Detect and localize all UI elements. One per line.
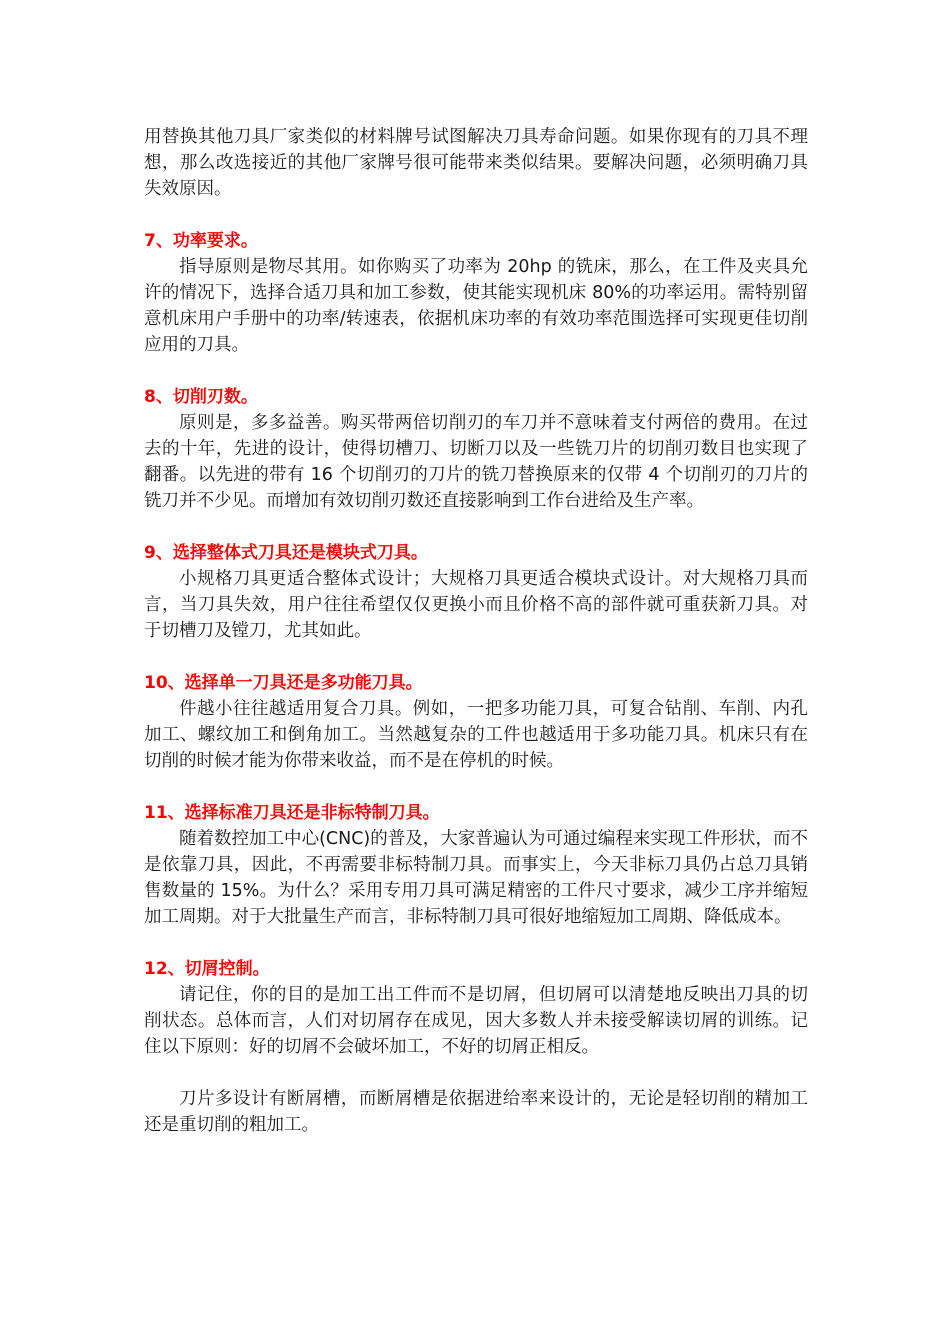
section-heading: 10、选择单一刀具还是多功能刀具。 (144, 673, 423, 693)
section-12 (144, 956, 808, 1060)
section-heading: 11、选择标准刀具还是非标特制刀具。 (144, 803, 440, 823)
section-body: 件越小往往越适用复合刀具。例如，一把多功能刀具，可复合钻削、车削、内孔加工、螺纹加工和倒角加工。当然越复杂的工件也越适用于多功能刀具。机床只有在切削的时候才能为你带来收益，而不是在停机的时候。 (144, 699, 808, 771)
section-heading: 7、功率要求。 (144, 231, 258, 251)
section-10 (144, 670, 808, 774)
closing-section (144, 1086, 808, 1138)
document-page (144, 124, 808, 1138)
section-body: 原则是，多多益善。购买带两倍切削刃的车刀并不意味着支付两倍的费用。在过去的十年，先进的设计，使得切槽刀、切断刀以及一些铣刀片的切削刃数目也实现了翻番。以先进的带有 16 个切削刃的刀片的铣刀替换原来的仅带 4 个切削刃的刀片的铣刀并不少见。而增加有效切削刃数还直接影响到工作台进给及生产率。 (144, 413, 808, 511)
section-9 (144, 540, 808, 644)
section-heading: 12、切屑控制。 (144, 959, 270, 979)
section-body: 随着数控加工中心(CNC)的普及，大家普遍认为可通过编程来实现工件形状，而不是依靠刀具，因此，不再需要非标特制刀具。而事实上，今天非标刀具仍占总刀具销售数量的 15%。为什么？采用专用刀具可满足精密的工件尺寸要求，减少工序并缩短加工周期。对于大批量生产而言，非标特制刀具可很好地缩短加工周期、降低成本。 (144, 829, 808, 927)
intro-paragraph: 用替换其他刀具厂家类似的材料牌号试图解决刀具寿命问题。如果你现有的刀具不理想，那么改选接近的其他厂家牌号很可能带来类似结果。要解决问题，必须明确刀具失效原因。 (144, 127, 808, 199)
section-body: 请记住，你的目的是加工出工件而不是切屑，但切屑可以清楚地反映出刀具的切削状态。总体而言，人们对切屑存在成见，因大多数人并未接受解读切屑的训练。记住以下原则：好的切屑不会破坏加工，不好的切屑正相反。 (144, 985, 808, 1057)
section-heading: 8、切削刃数。 (144, 387, 258, 407)
section-7 (144, 228, 808, 358)
section-8 (144, 384, 808, 514)
section-body: 小规格刀具更适合整体式设计；大规格刀具更适合模块式设计。对大规格刀具而言，当刀具失效，用户往往希望仅仅更换小而且价格不高的部件就可重获新刀具。对于切槽刀及镗刀，尤其如此。 (144, 569, 808, 641)
closing-paragraph: 刀片多设计有断屑槽，而断屑槽是依据进给率来设计的，无论是轻切削的精加工还是重切削的粗加工。 (144, 1089, 808, 1135)
section-11 (144, 800, 808, 930)
section-body: 指导原则是物尽其用。如你购买了功率为 20hp 的铣床，那么，在工件及夹具允许的情况下，选择合适刀具和加工参数，使其能实现机床 80%的功率运用。需特别留意机床用户手册中的功率/转速表，依据机床功率的有效功率范围选择可实现更佳切削应用的刀具。 (144, 257, 808, 355)
section-heading: 9、选择整体式刀具还是模块式刀具。 (144, 543, 428, 563)
